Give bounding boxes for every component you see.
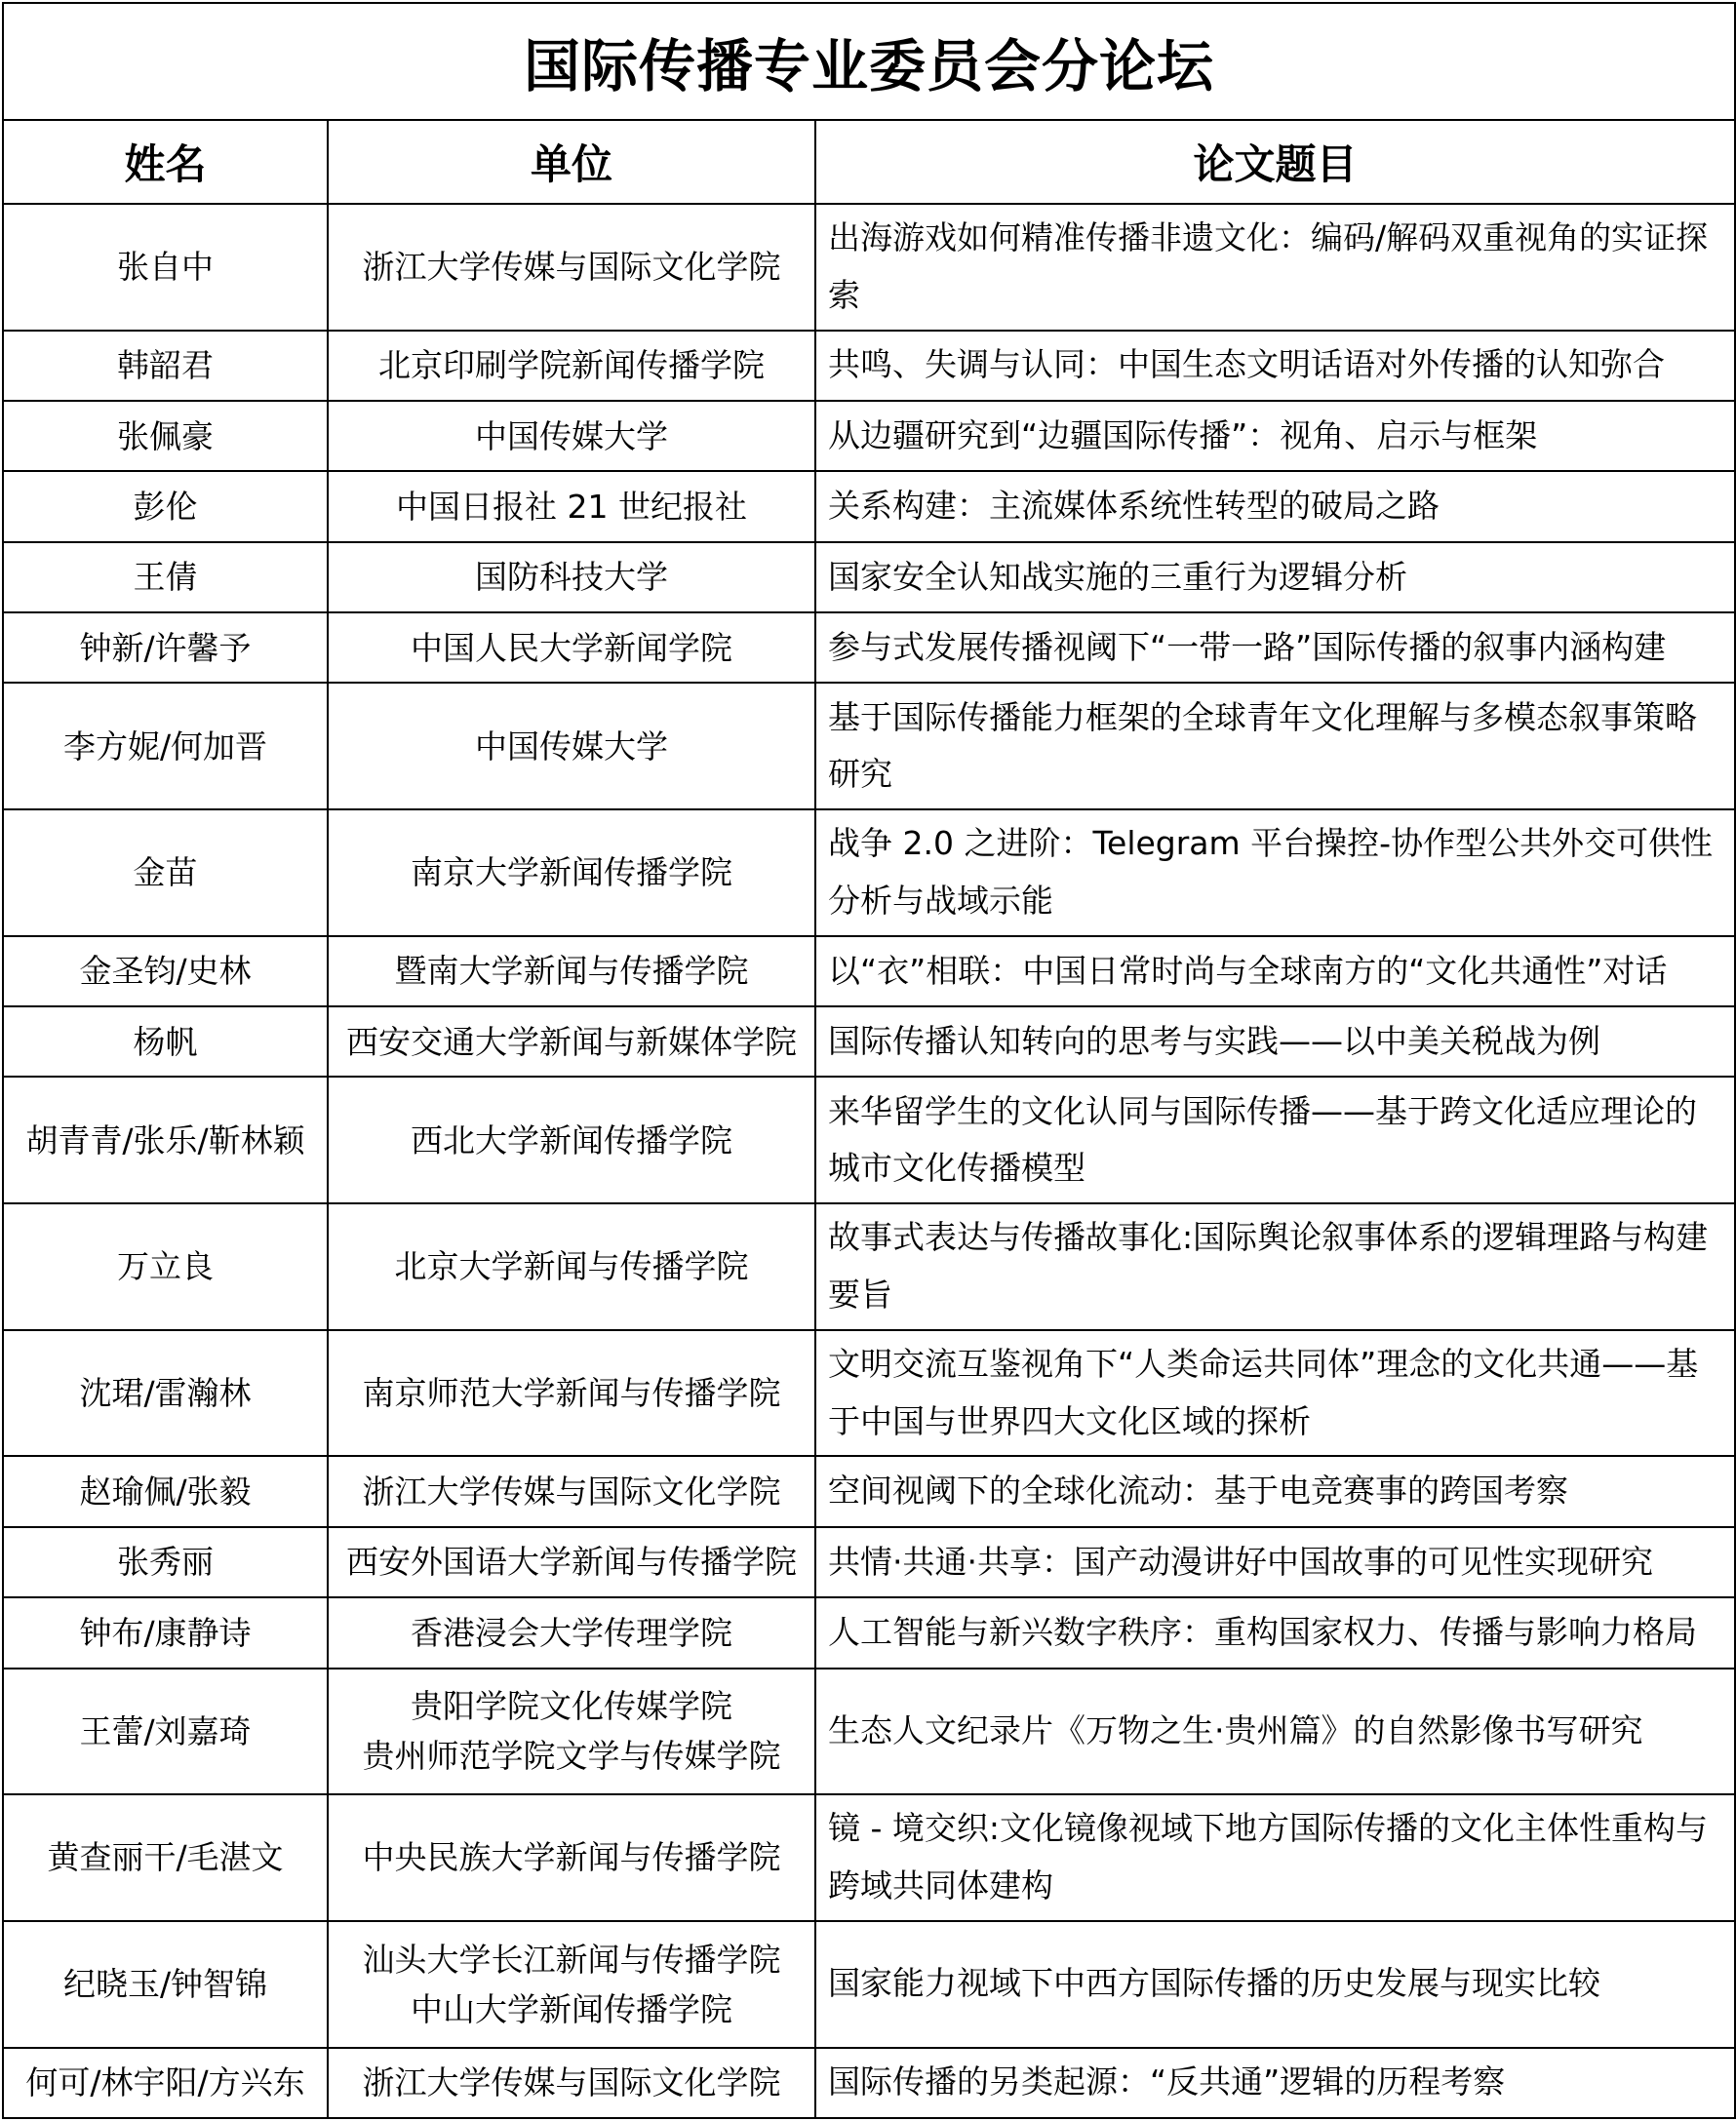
presenter-name: 金苗: [3, 809, 328, 936]
table-row: [3, 1456, 1735, 1526]
affiliation-line: 贵阳学院文化传媒学院: [411, 1687, 732, 1726]
table-row: [3, 204, 1735, 331]
affiliation: 中国传媒大学: [328, 401, 815, 471]
column-header-name: 姓名: [3, 120, 328, 204]
paper-title: 出海游戏如何精准传播非遗文化：编码/解码双重视角的实证探索: [815, 204, 1735, 331]
affiliation: 浙江大学传媒与国际文化学院: [328, 204, 815, 331]
table-row: [3, 331, 1735, 401]
paper-title: 国家能力视域下中西方国际传播的历史发展与现实比较: [815, 1921, 1735, 2048]
paper-title: 镜 - 境交织:文化镜像视域下地方国际传播的文化主体性重构与跨域共同体建构: [815, 1794, 1735, 1921]
table-row: [3, 683, 1735, 809]
affiliation: 国防科技大学: [328, 542, 815, 612]
paper-title: 共情·共通·共享：国产动漫讲好中国故事的可见性实现研究: [815, 1527, 1735, 1597]
affiliation: 中国传媒大学: [328, 683, 815, 809]
table-row: [3, 1203, 1735, 1330]
presenter-name: 王蕾/刘嘉琦: [3, 1669, 328, 1795]
table-row: [3, 1669, 1735, 1795]
table-row: [3, 1921, 1735, 2048]
column-header-paper-title: 论文题目: [815, 120, 1735, 204]
presenter-name: 钟新/许馨予: [3, 612, 328, 683]
table-row: [3, 1006, 1735, 1077]
presenter-name: 彭伦: [3, 471, 328, 541]
presenter-name: 胡青青/张乐/靳林颖: [3, 1077, 328, 1203]
affiliation: 浙江大学传媒与国际文化学院: [328, 1456, 815, 1526]
paper-title: 空间视阈下的全球化流动：基于电竞赛事的跨国考察: [815, 1456, 1735, 1526]
presenter-name: 韩韶君: [3, 331, 328, 401]
presenter-name: 王倩: [3, 542, 328, 612]
affiliation: 中央民族大学新闻与传播学院: [328, 1794, 815, 1921]
presenter-name: 张佩豪: [3, 401, 328, 471]
affiliation: 北京大学新闻与传播学院: [328, 1203, 815, 1330]
table-row: [3, 612, 1735, 683]
affiliation: [328, 1669, 815, 1795]
table-row: [3, 401, 1735, 471]
paper-title: 参与式发展传播视阈下“一带一路”国际传播的叙事内涵构建: [815, 612, 1735, 683]
paper-title: 共鸣、失调与认同：中国生态文明话语对外传播的认知弥合: [815, 331, 1735, 401]
affiliation: 西安交通大学新闻与新媒体学院: [328, 1006, 815, 1077]
paper-title: 国际传播的另类起源：“反共通”逻辑的历程考察: [815, 2048, 1735, 2119]
presenter-name: 赵瑜佩/张毅: [3, 1456, 328, 1526]
paper-title: 从边疆研究到“边疆国际传播”：视角、启示与框架: [815, 401, 1735, 471]
table-row: [3, 936, 1735, 1006]
affiliation-line: 汕头大学长江新闻与传播学院: [362, 1940, 781, 1979]
paper-title: 文明交流互鉴视角下“人类命运共同体”理念的文化共通——基于中国与世界四大文化区域的探析: [815, 1330, 1735, 1457]
presenter-name: 李方妮/何加晋: [3, 683, 328, 809]
presenter-name: 张秀丽: [3, 1527, 328, 1597]
paper-title: 以“衣”相联：中国日常时尚与全球南方的“文化共通性”对话: [815, 936, 1735, 1006]
affiliation: 中国人民大学新闻学院: [328, 612, 815, 683]
affiliation: 浙江大学传媒与国际文化学院: [328, 2048, 815, 2119]
paper-title: 国际传播认知转向的思考与实践——以中美关税战为例: [815, 1006, 1735, 1077]
affiliation: [328, 1921, 815, 2048]
header-row: [3, 120, 1735, 204]
paper-title: 生态人文纪录片《万物之生·贵州篇》的自然影像书写研究: [815, 1669, 1735, 1795]
presenter-name: 金圣钧/史林: [3, 936, 328, 1006]
presenter-name: 纪晓玉/钟智锦: [3, 1921, 328, 2048]
presenter-name: 钟布/康静诗: [3, 1597, 328, 1668]
table-row: [3, 1597, 1735, 1668]
affiliation: 中国日报社 21 世纪报社: [328, 471, 815, 541]
presenter-name: 张自中: [3, 204, 328, 331]
table-row: [3, 542, 1735, 612]
table-row: [3, 1527, 1735, 1597]
affiliation: 北京印刷学院新闻传播学院: [328, 331, 815, 401]
paper-title: 基于国际传播能力框架的全球青年文化理解与多模态叙事策略研究: [815, 683, 1735, 809]
affiliation: 暨南大学新闻与传播学院: [328, 936, 815, 1006]
presenter-name: 何可/林宇阳/方兴东: [3, 2048, 328, 2119]
paper-title: 故事式表达与传播故事化:国际舆论叙事体系的逻辑理路与构建要旨: [815, 1203, 1735, 1330]
affiliation-line: 中山大学新闻传播学院: [411, 1989, 732, 2028]
table-row: [3, 471, 1735, 541]
table-row: [3, 2048, 1735, 2119]
forum-schedule-table: [2, 2, 1736, 2119]
paper-title: 关系构建：主流媒体系统性转型的破局之路: [815, 471, 1735, 541]
affiliation-line: 贵州师范学院文学与传媒学院: [362, 1737, 781, 1776]
presenter-name: 黄查丽干/毛湛文: [3, 1794, 328, 1921]
presenter-name: 杨帆: [3, 1006, 328, 1077]
presenter-name: 万立良: [3, 1203, 328, 1330]
table-title: 国际传播专业委员会分论坛: [3, 3, 1735, 120]
table-row: [3, 1077, 1735, 1203]
affiliation: 香港浸会大学传理学院: [328, 1597, 815, 1668]
affiliation: 南京师范大学新闻与传播学院: [328, 1330, 815, 1457]
affiliation: 西安外国语大学新闻与传播学院: [328, 1527, 815, 1597]
paper-title: 战争 2.0 之进阶：Telegram 平台操控-协作型公共外交可供性分析与战域示能: [815, 809, 1735, 936]
column-header-unit: 单位: [328, 120, 815, 204]
table-row: [3, 1794, 1735, 1921]
paper-title: 来华留学生的文化认同与国际传播——基于跨文化适应理论的城市文化传播模型: [815, 1077, 1735, 1203]
table-row: [3, 809, 1735, 936]
paper-title: 人工智能与新兴数字秩序：重构国家权力、传播与影响力格局: [815, 1597, 1735, 1668]
presenter-name: 沈珺/雷瀚林: [3, 1330, 328, 1457]
table-row: [3, 1330, 1735, 1457]
affiliation: 西北大学新闻传播学院: [328, 1077, 815, 1203]
paper-title: 国家安全认知战实施的三重行为逻辑分析: [815, 542, 1735, 612]
affiliation: 南京大学新闻传播学院: [328, 809, 815, 936]
